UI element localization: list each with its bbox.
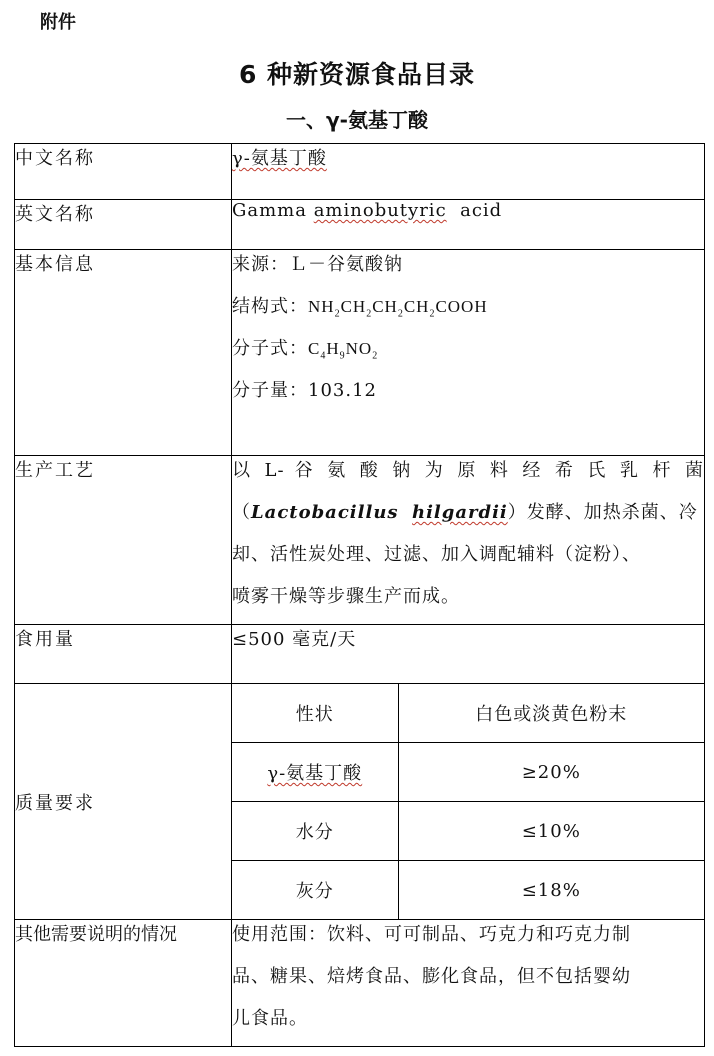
quality-item-name: 水分 (232, 802, 398, 861)
structure-sub: 2 (366, 308, 373, 320)
production-line-2-rest: ）发酵、加热杀菌、冷 (507, 502, 698, 523)
value-chinese-name-cell (232, 144, 705, 200)
quality-table (232, 684, 704, 919)
structure-sub: 2 (397, 308, 404, 320)
food-catalog-table (14, 143, 705, 1047)
row-basic-info (15, 250, 705, 456)
value-chinese-name: γ-氨基丁酸 (232, 148, 327, 169)
quality-item-value: ≤10% (398, 802, 704, 861)
value-intake: ≤500 毫克/天 (232, 625, 705, 684)
label-other: 其他需要说明的情况 (15, 920, 232, 1047)
formula-part: C (308, 339, 321, 358)
row-english-name (15, 200, 705, 250)
formula-part: H (326, 339, 340, 358)
quality-item-name: 灰分 (232, 861, 398, 920)
production-line-4: 喷雾干燥等步骤生产而成。 (232, 586, 460, 607)
quality-item-name: γ-氨基丁酸 (267, 763, 363, 784)
quality-row (232, 684, 704, 743)
label-english-name: 英文名称 (15, 200, 232, 250)
row-chinese-name (15, 144, 705, 200)
quality-item-name: 性状 (232, 684, 398, 743)
quality-item-value: 白色或淡黄色粉末 (398, 684, 704, 743)
structure-sub: 2 (429, 308, 436, 320)
formula-sub: 9 (339, 350, 346, 362)
structure-part: CH (372, 297, 398, 316)
section-heading: 一、γ-氨基丁酸 (286, 108, 428, 132)
row-production (15, 456, 705, 625)
row-intake (15, 625, 705, 684)
label-chinese-name: 中文名称 (15, 144, 232, 200)
label-intake: 食用量 (15, 625, 232, 684)
value-other (232, 920, 705, 1047)
production-line-3: 却、活性炭处理、过滤、加入调配辅料（淀粉）、 (232, 544, 641, 565)
english-name-word-3: acid (446, 200, 503, 221)
formula-sub: 4 (320, 350, 327, 362)
label-basic-info: 基本信息 (15, 250, 232, 456)
value-production (232, 456, 705, 625)
molecular-formula (308, 339, 379, 362)
structure-part: NH (308, 297, 335, 316)
formula-label: 分子式： (232, 338, 308, 359)
formula-sub: 2 (372, 350, 379, 362)
production-line-1: 以 L- 谷 氨 酸 钠 为 原 料 经 希 氏 乳 杆 菌 (232, 460, 704, 481)
label-quality: 质量要求 (15, 684, 232, 920)
label-production: 生产工艺 (15, 456, 232, 625)
other-line-1: 使用范围：饮料、可可制品、巧克力和巧克力制 (232, 924, 631, 945)
structure-line (232, 292, 704, 334)
structure-part: CH (403, 297, 430, 316)
quality-row (232, 743, 704, 802)
structure-formula (308, 297, 488, 320)
structure-part: COOH (435, 297, 488, 316)
quality-item-value: ≥20% (398, 743, 704, 802)
other-line-3: 儿食品。 (232, 1008, 308, 1029)
paren-open: （ (232, 502, 251, 523)
structure-label: 结构式： (232, 296, 308, 317)
structure-part: CH (340, 297, 367, 316)
latin-genus: Lactobacillus (251, 502, 399, 523)
formula-part: NO (345, 339, 373, 358)
quality-row (232, 802, 704, 861)
latin-species: hilgardii (412, 502, 508, 523)
quality-row (232, 861, 704, 920)
other-line-2: 品、糖果、焙烤食品、膨化食品，但不包括婴幼 (232, 966, 631, 987)
weight-line: 分子量：103.12 (232, 380, 377, 401)
value-basic-info (232, 250, 705, 456)
quality-item-name-cell (232, 743, 398, 802)
document-title: 6 种新资源食品目录 (238, 60, 476, 89)
formula-line (232, 334, 704, 376)
structure-sub: 2 (334, 308, 341, 320)
attachment-label: 附件 (40, 12, 76, 33)
value-english-name (232, 200, 705, 250)
row-quality (15, 684, 705, 920)
english-name-word-2: aminobutyric (313, 200, 447, 221)
row-other (15, 920, 705, 1047)
production-line-2 (232, 498, 704, 540)
quality-item-value: ≤18% (398, 861, 704, 920)
quality-cell (232, 684, 705, 920)
source-line: 来源：Ｌ－谷氨酸钠 (232, 254, 403, 275)
english-name-word-1: Gamma (232, 200, 314, 221)
